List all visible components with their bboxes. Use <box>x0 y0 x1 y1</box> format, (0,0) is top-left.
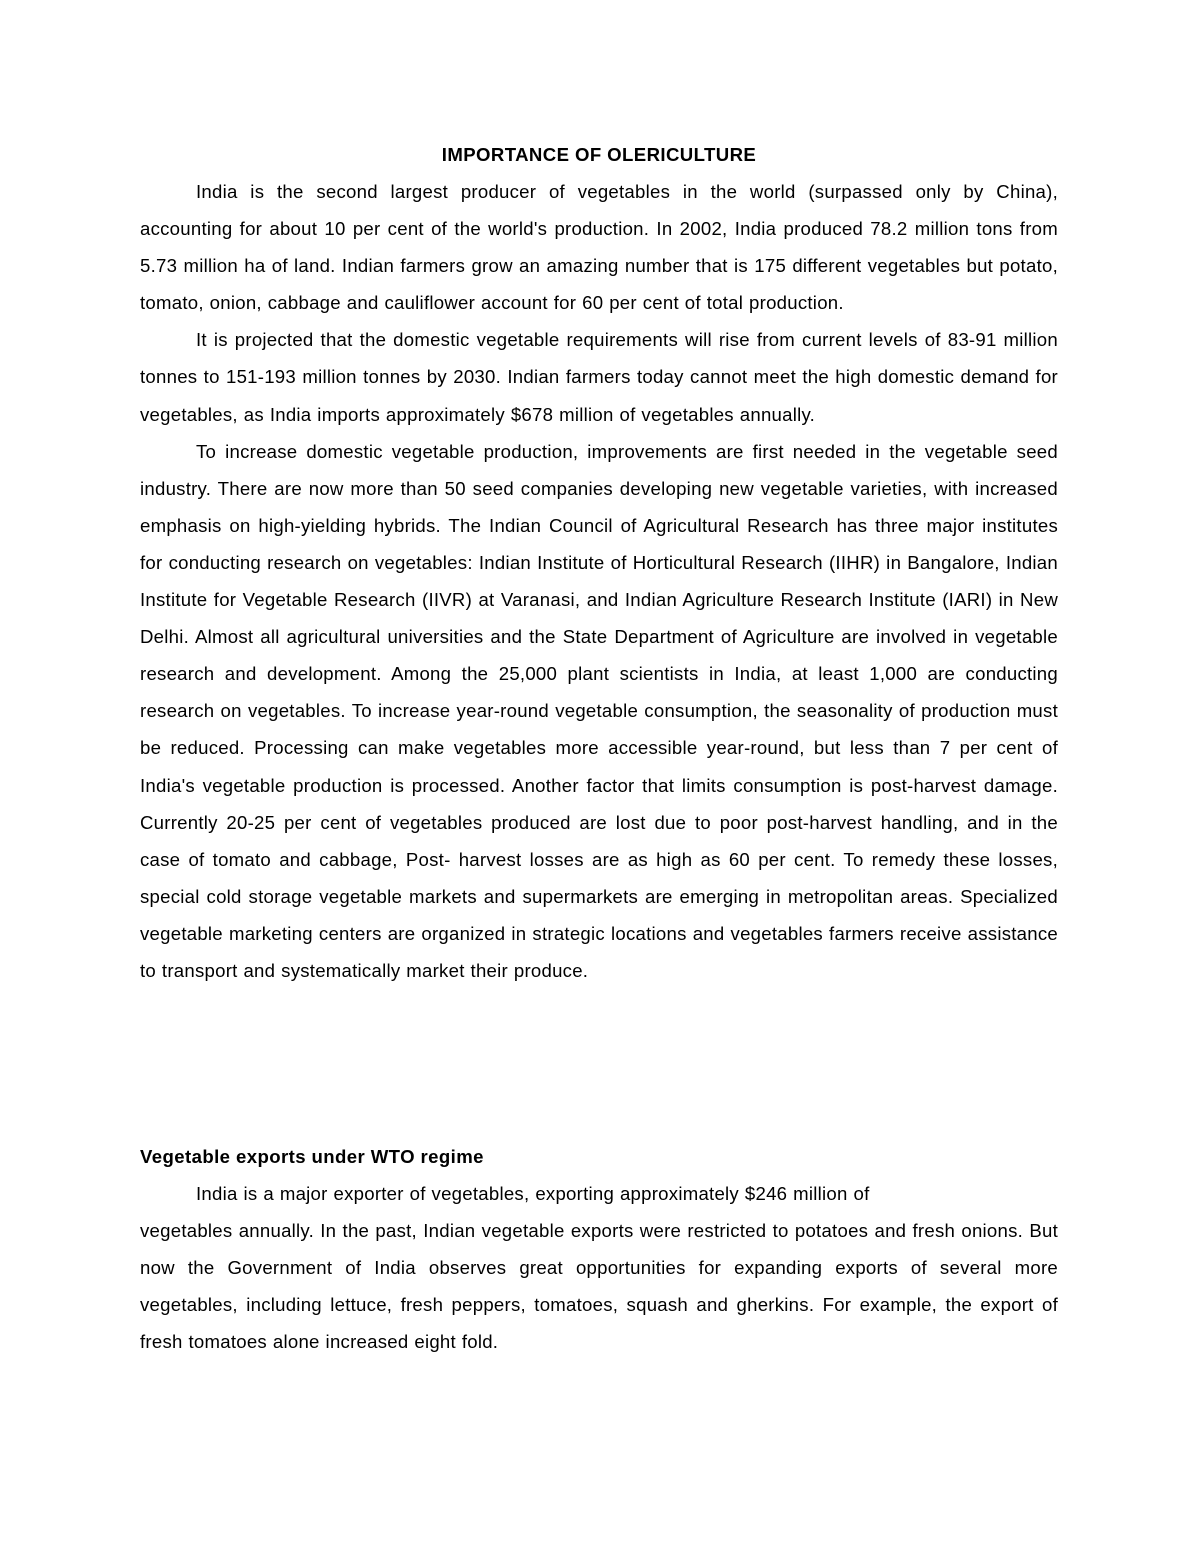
section-heading: Vegetable exports under WTO regime <box>140 1146 484 1167</box>
paragraph-exports-body: vegetables annually. In the past, Indian vegetable exports were restricted to potatoes and fresh onions. But now the Government of India observes great opportunities for expanding exports of several more vegetables, including lettuce, fresh peppers, tomatoes, squash and gherkins. For example, the export of fresh tomatoes alone increased eight fold. <box>140 1220 1058 1353</box>
section-text <box>140 1175 1058 1360</box>
body-text <box>140 173 1058 989</box>
document-title: IMPORTANCE OF OLERICULTURE <box>441 144 757 165</box>
paragraph-seed-industry: To increase domestic vegetable production, improvements are first needed in the vegetable seed industry. There are now more than 50 seed companies developing new vegetable varieties, with increased emphasis on high-yielding hybrids. The Indian Council of Agricultural Research has three major institutes for conducting research on vegetables: Indian Institute of Horticultural Research (IIHR) in Bangalore, Indian Institute for Vegetable Research (IIVR) at Varanasi, and Indian Agriculture Research Institute (IARI) in New Delhi. Almost all agricultural universities and the State Department of Agriculture are involved in vegetable research and development. Among the 25,000 plant scientists in India, at least 1,000 are conducting research on vegetables. To increase year-round vegetable consumption, the seasonality of production must be reduced. Processing can make vegetables more accessible year-round, but less than 7 per cent of India's vegetable production is processed. Another factor that limits consumption is post-harvest damage. Currently 20-25 per cent of vegetables produced are lost due to poor post-harvest handling, and in the case of tomato and cabbage, Post- harvest losses are as high as 60 per cent. To remedy these losses, special cold storage vegetable markets and supermarkets are emerging in metropolitan areas. Specialized vegetable marketing centers are organized in strategic locations and vegetables farmers receive assistance to transport and systematically market their produce. <box>140 440 1058 981</box>
paragraph-exports-lead: India is a major exporter of vegetables, exporting approximately $246 million of <box>196 1183 870 1204</box>
paragraph-production: India is the second largest producer of vegetables in the world (surpassed only by China), accounting for about 10 per cent of the world's production. In 2002, India produced 78.2 million tons from 5.73 million ha of land. Indian farmers grow an amazing number that is 175 different vegetables but potato, tomato, onion, cabbage and cauliflower account for 60 per cent of total production. <box>140 181 1058 314</box>
paragraph-requirements: It is projected that the domestic vegetable requirements will rise from current levels of 83-91 million tonnes to 151-193 million tonnes by 2030. Indian farmers today cannot meet the high domestic demand for vegetables, as India imports approximately $678 million of vegetables annually. <box>140 329 1058 425</box>
